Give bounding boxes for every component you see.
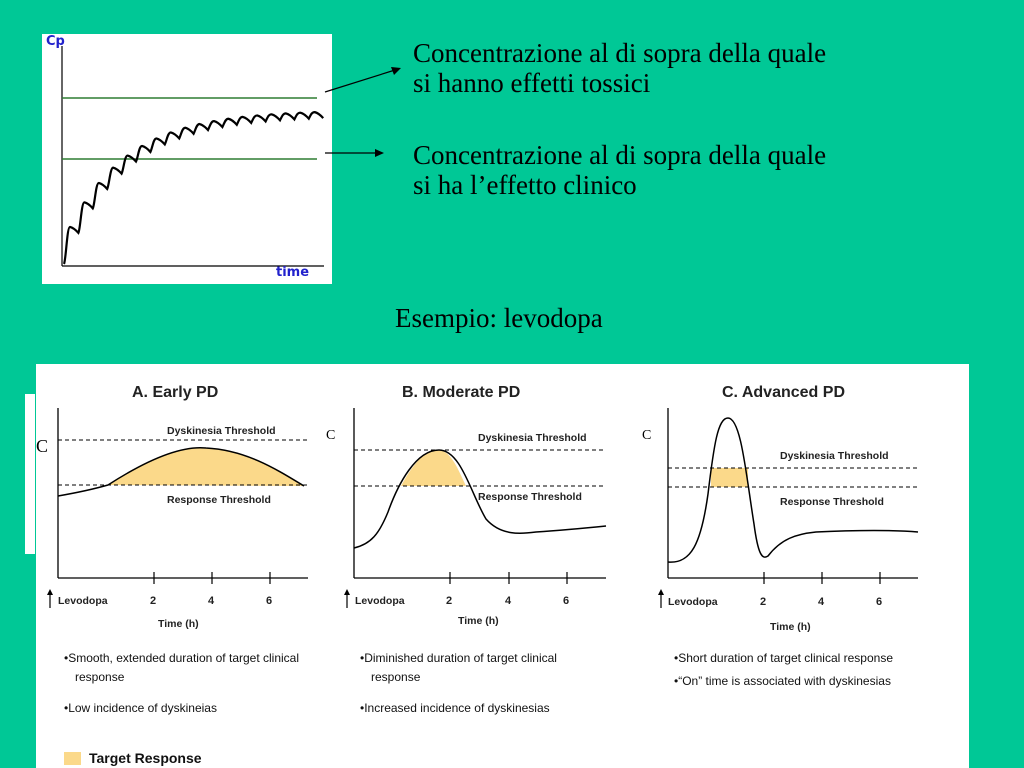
panel-c-tick-label-2: 2 [760,596,767,608]
panel-b-bullet-1: • Diminished duration of target clinical response [358,649,598,687]
panel-b-tick-label-2: 2 [446,595,453,607]
panel-b-c-label: C [326,428,336,443]
panel-b-title: B. Moderate PD [402,384,521,401]
example-label: Esempio: levodopa [395,303,603,333]
panel-c-target-area [711,468,748,487]
panel-a-bullet-1: • Smooth, extended duration of target clinical response [62,649,302,687]
panel-a-bullet-2: • Low incidence of dyskineias [62,699,302,718]
panel-c-c-label: C [642,428,652,443]
panel-b-dyskinesia-label: Dyskinesia Threshold [478,432,587,444]
panel-c-x-label: Time (h) [770,621,811,633]
panel-a-dose-label: Levodopa [58,595,108,607]
toxic-annotation [413,38,973,98]
panel-a-graph [47,408,308,608]
panel-c-title: C. Advanced PD [722,384,845,401]
panel-b-dose-arrow-head [344,589,350,595]
panel-c-bullet-2: • “On” time is associated with dyskinesias [672,672,969,691]
target-response-swatch [64,752,81,765]
panel-a-tick-label-6: 6 [266,595,273,607]
panel-c-dose-label: Levodopa [668,596,718,608]
panel-c-curve [668,418,918,562]
clinical-annotation-line2: si ha l’effetto clinico [413,170,637,200]
levodopa-pd-diagram [36,364,969,768]
cp-y-label: Cp [46,34,65,49]
panel-a-tick-label-4: 4 [208,595,215,607]
panel-a-tick-label-2: 2 [150,595,157,607]
panel-c-tick-label-4: 4 [818,596,825,608]
left-strip [25,394,35,554]
panel-b-tick-label-4: 4 [505,595,512,607]
panel-c-dyskinesia-label: Dyskinesia Threshold [780,450,889,462]
target-response-legend [64,750,202,766]
toxic-annotation-line1: Concentrazione al di sopra della quale [413,38,827,68]
toxic-annotation-line2: si hanno effetti tossici [413,68,651,98]
panel-b-tick-label-6: 6 [563,595,570,607]
panel-c-response-label: Response Threshold [780,496,884,508]
clinical-annotation [413,140,973,200]
panel-b-bullet-2: • Increased incidence of dyskinesias [358,699,598,718]
panel-c-bullets [672,649,969,703]
panel-a-response-label: Response Threshold [167,494,271,506]
clinical-annotation-line1: Concentrazione al di sopra della quale [413,140,827,170]
panel-a-title: A. Early PD [132,384,219,401]
panel-a-x-label: Time (h) [158,618,199,630]
clinical-arrow-head [375,149,384,157]
panel-a-dyskinesia-label: Dyskinesia Threshold [167,425,276,437]
panel-b-response-label: Response Threshold [478,491,582,503]
panel-b-dose-label: Levodopa [355,595,405,607]
panel-c-graph [658,408,918,608]
panel-b-x-label: Time (h) [458,615,499,627]
panel-b-bullets [358,649,598,730]
panel-a-c-label: C [36,436,49,456]
toxic-arrow-line [325,70,395,92]
panel-a-bullets [62,649,302,730]
target-response-label: Target Response [89,750,202,766]
panel-a-dose-arrow-head [47,589,53,595]
panel-c-dose-arrow-head [658,589,664,595]
panel-c-tick-label-6: 6 [876,596,883,608]
cp-x-label: time [276,265,310,280]
toxic-arrow-head [391,67,401,75]
panel-c-bullet-1: • Short duration of target clinical response [672,649,969,668]
